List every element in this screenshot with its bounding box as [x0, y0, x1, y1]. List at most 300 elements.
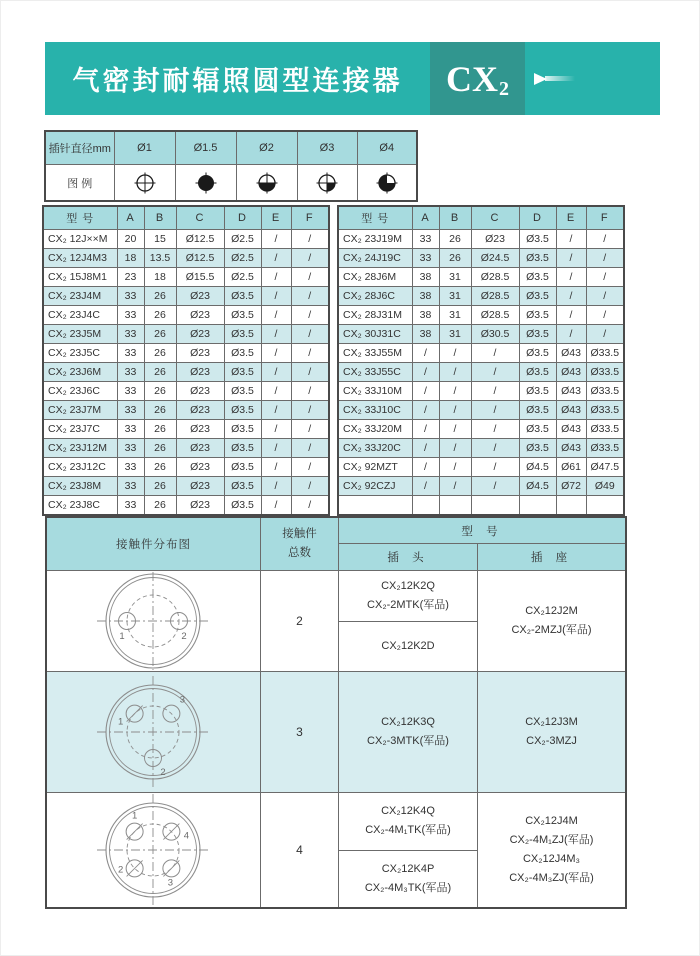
socket-model: CX₂-3MZJ [526, 735, 577, 747]
socket-model: CX₂12J3M [525, 716, 578, 728]
column-header: 型 号 [338, 206, 412, 230]
value-cell: / [261, 420, 291, 439]
value-cell: / [291, 382, 329, 401]
value-cell: 38 [412, 287, 439, 306]
value-cell: / [291, 363, 329, 382]
plug-models-cell [339, 793, 478, 907]
value-cell: / [261, 249, 291, 268]
value-cell: 26 [144, 306, 176, 325]
socket-models-cell [478, 672, 625, 792]
model-cell: CX₂ 33J20C [338, 439, 412, 458]
model-cell: CX₂ 23J8M [43, 477, 117, 496]
value-cell: 26 [144, 439, 176, 458]
pin-diameter-table [44, 130, 418, 202]
value-cell: / [291, 344, 329, 363]
value-cell: 26 [144, 458, 176, 477]
svg-text:1: 1 [119, 631, 125, 642]
model-cell: CX₂ 23J12C [43, 458, 117, 477]
value-cell: / [586, 306, 624, 325]
header-contact-count-line1: 接触件 [282, 528, 317, 540]
pin-legend-row [45, 165, 417, 202]
spec-row [43, 230, 329, 249]
diameter-value: Ø3 [297, 131, 357, 165]
value-cell: Ø33.5 [586, 344, 624, 363]
value-cell: / [556, 268, 586, 287]
value-cell: Ø3.5 [224, 344, 261, 363]
model-cell: CX₂ 33J20M [338, 420, 412, 439]
value-cell: / [439, 382, 471, 401]
value-cell: 18 [117, 249, 144, 268]
value-cell: / [556, 230, 586, 249]
value-cell: Ø2.5 [224, 268, 261, 287]
contact-count-value: 4 [261, 793, 339, 907]
spec-header-row [43, 206, 329, 230]
value-cell: Ø49 [586, 477, 624, 496]
value-cell: 31 [439, 325, 471, 344]
value-cell: Ø3.5 [519, 363, 556, 382]
value-cell: Ø23 [471, 230, 519, 249]
value-cell: 26 [439, 230, 471, 249]
value-cell: / [291, 496, 329, 516]
column-header: A [117, 206, 144, 230]
column-header: 型 号 [43, 206, 117, 230]
value-cell: Ø3.5 [224, 439, 261, 458]
value-cell: Ø4.5 [519, 477, 556, 496]
value-cell: Ø3.5 [519, 420, 556, 439]
spec-row [338, 477, 624, 496]
spec-table-right-container [337, 205, 625, 516]
value-cell: / [471, 458, 519, 477]
svg-text:1: 1 [131, 810, 138, 822]
spec-row [43, 249, 329, 268]
value-cell: / [291, 439, 329, 458]
value-cell: / [556, 325, 586, 344]
socket-models-cell [478, 793, 625, 907]
value-cell: 33 [117, 344, 144, 363]
value-cell: Ø3.5 [519, 325, 556, 344]
value-cell: 31 [439, 287, 471, 306]
value-cell: / [439, 420, 471, 439]
contact-count-value: 2 [261, 571, 339, 671]
column-header: A [412, 206, 439, 230]
contact-row [47, 570, 625, 671]
svg-text:4: 4 [183, 830, 190, 842]
value-cell: / [291, 268, 329, 287]
value-cell: Ø28.5 [471, 306, 519, 325]
diameter-value: Ø1.5 [175, 131, 236, 165]
value-cell: / [261, 382, 291, 401]
contact-count-value: 3 [261, 672, 339, 792]
column-header: B [144, 206, 176, 230]
spec-row [338, 420, 624, 439]
contact-layout-diagram [47, 571, 261, 671]
value-cell: Ø33.5 [586, 401, 624, 420]
value-cell: Ø33.5 [586, 382, 624, 401]
legend-label: 图 例 [45, 165, 114, 202]
value-cell: 23 [117, 268, 144, 287]
value-cell: / [439, 439, 471, 458]
value-cell: / [261, 287, 291, 306]
header-socket: 插 座 [530, 552, 573, 564]
value-cell: Ø3.5 [519, 268, 556, 287]
value-cell [586, 496, 624, 516]
spec-row [338, 344, 624, 363]
plug-model: CX₂-3MTK(军品) [367, 735, 449, 747]
value-cell: 33 [117, 306, 144, 325]
value-cell: / [261, 325, 291, 344]
spec-row [43, 420, 329, 439]
spec-row [43, 287, 329, 306]
plug-model-subcell [339, 793, 477, 850]
value-cell: 26 [144, 325, 176, 344]
contact-row [47, 792, 625, 907]
spec-row [43, 363, 329, 382]
value-cell: Ø3.5 [224, 287, 261, 306]
value-cell: Ø23 [176, 477, 224, 496]
value-cell: Ø43 [556, 363, 586, 382]
header-contact-diagram: 接触件分布图 [47, 518, 261, 570]
pin-diameter-header-row [45, 131, 417, 165]
model-cell: CX₂ 23J8C [43, 496, 117, 516]
value-cell: / [556, 306, 586, 325]
plug-model: CX₂12K2Q [381, 579, 435, 592]
model-cell: CX₂ 15J8M1 [43, 268, 117, 287]
contact-table-header [47, 518, 625, 570]
spec-row [338, 249, 624, 268]
value-cell: / [412, 363, 439, 382]
model-cell: CX₂ 33J10M [338, 382, 412, 401]
spec-row [338, 401, 624, 420]
value-cell: 26 [144, 401, 176, 420]
value-cell: / [261, 439, 291, 458]
value-cell: Ø23 [176, 401, 224, 420]
svg-text:1: 1 [117, 716, 124, 728]
model-cell: CX₂ 23J5C [43, 344, 117, 363]
plug-model: CX₂-4M₃TK(军品) [364, 881, 452, 894]
value-cell: Ø3.5 [224, 325, 261, 344]
value-cell [471, 496, 519, 516]
value-cell: 13.5 [144, 249, 176, 268]
value-cell: Ø3.5 [519, 249, 556, 268]
value-cell: / [586, 287, 624, 306]
model-cell: CX₂ 30J31C [338, 325, 412, 344]
spec-row [338, 306, 624, 325]
value-cell: Ø3.5 [224, 496, 261, 516]
value-cell: / [261, 363, 291, 382]
model-cell: CX₂ 23J5M [43, 325, 117, 344]
value-cell: Ø23 [176, 496, 224, 516]
pin-symbol-icon [236, 165, 297, 202]
socket-model: CX₂-2MZJ(军品) [511, 624, 592, 636]
model-cell: CX₂ 28J31M [338, 306, 412, 325]
model-cell: CX₂ 92CZJ [338, 477, 412, 496]
svg-text:2: 2 [160, 767, 166, 778]
value-cell: 33 [117, 287, 144, 306]
model-cell: CX₂ 33J55C [338, 363, 412, 382]
value-cell: / [439, 477, 471, 496]
value-cell: Ø3.5 [519, 287, 556, 306]
spec-row [43, 477, 329, 496]
header-model-group [339, 518, 625, 570]
value-cell: Ø24.5 [471, 249, 519, 268]
value-cell: 33 [117, 496, 144, 516]
spec-header-row [338, 206, 624, 230]
value-cell: Ø12.5 [176, 249, 224, 268]
column-header: F [291, 206, 329, 230]
value-cell: 33 [117, 325, 144, 344]
value-cell: 33 [117, 439, 144, 458]
value-cell: / [261, 230, 291, 249]
value-cell: / [291, 401, 329, 420]
model-cell: CX₂ 12J××M [43, 230, 117, 249]
value-cell: / [412, 477, 439, 496]
value-cell: / [586, 325, 624, 344]
contact-layout-diagram [47, 672, 261, 792]
value-cell: / [291, 458, 329, 477]
series-code: CX [446, 58, 498, 99]
value-cell: / [291, 477, 329, 496]
value-cell: / [471, 363, 519, 382]
value-cell: 38 [412, 268, 439, 287]
value-cell: / [261, 401, 291, 420]
value-cell: Ø3.5 [519, 439, 556, 458]
series-code-box [430, 42, 525, 115]
socket-model: CX₂-4M₃ZJ(军品) [509, 872, 594, 884]
value-cell: 31 [439, 268, 471, 287]
value-cell: 33 [117, 363, 144, 382]
value-cell: Ø2.5 [224, 249, 261, 268]
socket-model: CX₂12J2M [525, 605, 578, 617]
value-cell: / [291, 420, 329, 439]
diameter-value: Ø4 [357, 131, 417, 165]
plug-model: CX₂-4M₁TK(军品) [365, 824, 451, 837]
value-cell: Ø23 [176, 439, 224, 458]
spec-table-right [337, 205, 625, 516]
spec-row [338, 230, 624, 249]
model-cell [338, 496, 412, 516]
value-cell: 26 [439, 249, 471, 268]
value-cell: Ø33.5 [586, 439, 624, 458]
value-cell: 33 [412, 249, 439, 268]
model-cell: CX₂ 92MZT [338, 458, 412, 477]
value-cell: / [291, 230, 329, 249]
value-cell: Ø3.5 [519, 382, 556, 401]
value-cell: / [412, 439, 439, 458]
pin-symbol-icon [114, 165, 175, 202]
value-cell: / [412, 420, 439, 439]
model-cell: CX₂ 23J4M [43, 287, 117, 306]
value-cell: / [291, 325, 329, 344]
spec-row [338, 325, 624, 344]
value-cell: / [586, 230, 624, 249]
value-cell: / [471, 477, 519, 496]
socket-model: CX₂12J4M₃ [522, 853, 581, 865]
header-plug: 插 头 [339, 544, 478, 570]
socket-models-cell [478, 571, 625, 671]
model-cell: CX₂ 23J6C [43, 382, 117, 401]
value-cell: / [412, 401, 439, 420]
value-cell: Ø33.5 [586, 363, 624, 382]
value-cell: Ø3.5 [224, 420, 261, 439]
value-cell: Ø28.5 [471, 287, 519, 306]
value-cell: Ø3.5 [519, 344, 556, 363]
value-cell: 26 [144, 420, 176, 439]
value-cell: Ø3.5 [224, 363, 261, 382]
model-cell: CX₂ 23J4C [43, 306, 117, 325]
value-cell [519, 496, 556, 516]
value-cell: Ø33.5 [586, 420, 624, 439]
spec-row [43, 306, 329, 325]
value-cell: Ø3.5 [519, 306, 556, 325]
page-title: 气密封耐辐照圆型连接器 [72, 66, 403, 96]
diameter-value: Ø2 [236, 131, 297, 165]
value-cell: Ø3.5 [519, 401, 556, 420]
value-cell: Ø23 [176, 382, 224, 401]
value-cell: Ø12.5 [176, 230, 224, 249]
value-cell: 26 [144, 477, 176, 496]
value-cell: Ø2.5 [224, 230, 261, 249]
value-cell: / [471, 439, 519, 458]
model-cell: CX₂ 23J19M [338, 230, 412, 249]
value-cell: Ø23 [176, 458, 224, 477]
spec-row [43, 382, 329, 401]
value-cell: Ø23 [176, 344, 224, 363]
contact-table [45, 516, 627, 909]
spec-table-left [42, 205, 330, 516]
value-cell: 15 [144, 230, 176, 249]
value-cell: 26 [144, 382, 176, 401]
plug-model: CX₂12K2D [381, 639, 435, 652]
plug-model: CX₂12K4P [381, 862, 435, 875]
value-cell: / [471, 401, 519, 420]
value-cell: Ø3.5 [224, 401, 261, 420]
header-model: 型 号 [339, 518, 625, 544]
column-header: B [439, 206, 471, 230]
value-cell: Ø23 [176, 287, 224, 306]
arrow-streak [545, 76, 575, 81]
column-header: C [176, 206, 224, 230]
value-cell: / [471, 382, 519, 401]
value-cell: Ø3.5 [224, 477, 261, 496]
value-cell: / [412, 458, 439, 477]
plug-models-cell [339, 672, 478, 792]
diameter-value: Ø1 [114, 131, 175, 165]
model-cell: CX₂ 33J10C [338, 401, 412, 420]
value-cell: / [291, 287, 329, 306]
value-cell: Ø23 [176, 306, 224, 325]
plug-models-cell [339, 571, 478, 671]
column-header: E [556, 206, 586, 230]
value-cell: / [439, 344, 471, 363]
value-cell: 33 [117, 382, 144, 401]
header-contact-count [261, 518, 339, 570]
value-cell: Ø72 [556, 477, 586, 496]
model-cell: CX₂ 24J19C [338, 249, 412, 268]
header-contact-count-line2: 总数 [288, 547, 311, 559]
value-cell: Ø43 [556, 420, 586, 439]
contact-layout-diagram [47, 793, 261, 907]
value-cell: / [556, 287, 586, 306]
spec-table-left-container [42, 205, 330, 516]
spec-row [43, 268, 329, 287]
value-cell: 18 [144, 268, 176, 287]
value-cell: Ø47.5 [586, 458, 624, 477]
spec-row [338, 496, 624, 516]
spec-row [43, 439, 329, 458]
value-cell: 26 [144, 344, 176, 363]
value-cell: Ø61 [556, 458, 586, 477]
value-cell: / [439, 401, 471, 420]
value-cell: 38 [412, 306, 439, 325]
model-cell: CX₂ 28J6C [338, 287, 412, 306]
column-header: E [261, 206, 291, 230]
value-cell: / [586, 268, 624, 287]
value-cell: Ø3.5 [224, 458, 261, 477]
model-cell: CX₂ 23J7C [43, 420, 117, 439]
value-cell: Ø3.5 [224, 306, 261, 325]
value-cell: 33 [117, 477, 144, 496]
svg-text:3: 3 [167, 877, 174, 889]
value-cell: / [412, 344, 439, 363]
column-header: D [519, 206, 556, 230]
value-cell: Ø4.5 [519, 458, 556, 477]
plug-model-subcell [339, 672, 477, 792]
value-cell [556, 496, 586, 516]
value-cell: / [471, 344, 519, 363]
svg-text:2: 2 [117, 864, 124, 876]
model-cell: CX₂ 23J7M [43, 401, 117, 420]
value-cell: / [439, 363, 471, 382]
value-cell: Ø43 [556, 344, 586, 363]
value-cell: / [261, 344, 291, 363]
value-cell: 31 [439, 306, 471, 325]
spec-row [43, 401, 329, 420]
value-cell: Ø15.5 [176, 268, 224, 287]
value-cell: / [261, 477, 291, 496]
value-cell: / [261, 306, 291, 325]
value-cell: 20 [117, 230, 144, 249]
model-cell: CX₂ 23J12M [43, 439, 117, 458]
value-cell: 26 [144, 496, 176, 516]
model-cell: CX₂ 33J55M [338, 344, 412, 363]
value-cell: Ø43 [556, 439, 586, 458]
plug-model-subcell [339, 621, 477, 672]
model-cell: CX₂ 28J6M [338, 268, 412, 287]
spec-row [43, 458, 329, 477]
contact-row [47, 671, 625, 792]
value-cell: Ø23 [176, 325, 224, 344]
svg-text:2: 2 [181, 631, 187, 642]
value-cell [439, 496, 471, 516]
value-cell: Ø43 [556, 382, 586, 401]
value-cell: Ø30.5 [471, 325, 519, 344]
spec-row [338, 268, 624, 287]
pin-diameter-label: 插针直径mm [45, 131, 114, 165]
value-cell: / [291, 249, 329, 268]
spec-row [338, 363, 624, 382]
value-cell: Ø28.5 [471, 268, 519, 287]
header-band [45, 42, 660, 115]
value-cell: 33 [412, 230, 439, 249]
spec-row [338, 458, 624, 477]
column-header: F [586, 206, 624, 230]
socket-model: CX₂-4M₁ZJ(军品) [509, 834, 594, 846]
value-cell: / [586, 249, 624, 268]
value-cell: 26 [144, 363, 176, 382]
value-cell: / [291, 306, 329, 325]
spec-row [43, 496, 329, 516]
value-cell: Ø43 [556, 401, 586, 420]
